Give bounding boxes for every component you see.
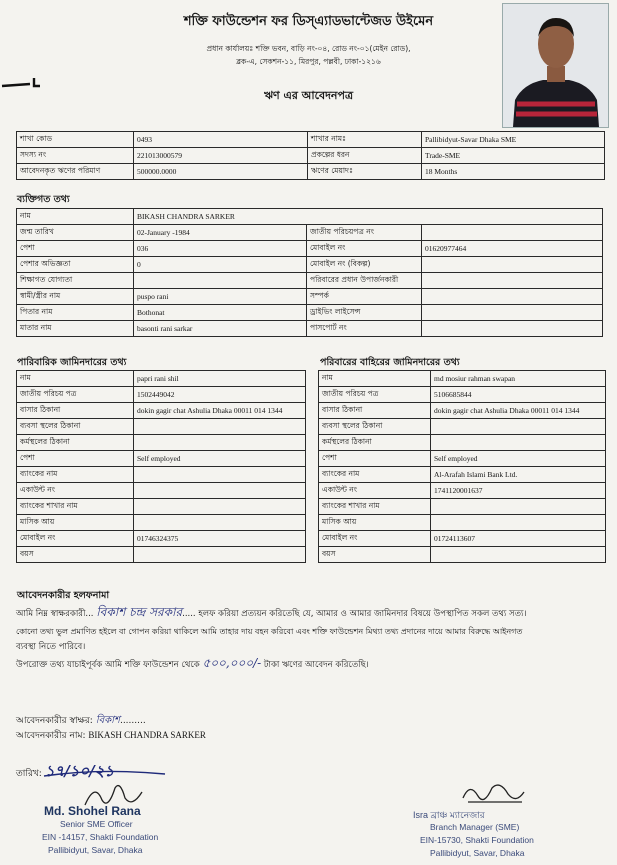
field-value: basonti rani sarkar xyxy=(134,321,307,337)
manager-branch: Pallibidyut, Savar, Dhaka xyxy=(430,848,525,858)
field-label: একাউন্ট নং xyxy=(17,483,134,499)
field-label: জন্ম তারিখ xyxy=(17,225,134,241)
field-value xyxy=(422,225,603,241)
org-name: শক্তি ফাউন্ডেশন ফর ডিস্‌এ্যাডভান্টেজড উইমেন xyxy=(183,14,434,29)
name-label: নাম xyxy=(17,209,134,225)
field-value: md mosiur rahman swapan xyxy=(431,371,606,387)
field-value: 221013000579 xyxy=(134,148,308,164)
field-label: সদস্য নং xyxy=(17,148,134,164)
field-label: পেশা xyxy=(17,451,134,467)
field-label: একাউন্ট নং xyxy=(319,483,431,499)
declaration-text: হলফ করিয়া প্রত্যয়ন করিতেছি যে, আমার ও আমার জামিনদার বিষয়ে উপস্থাপিত সকল তথ্য সত্য। xyxy=(198,609,527,619)
field-label: বয়স xyxy=(17,547,134,563)
outside-guarantor-heading: পরিবারের বাহিরের জামিনদারের তথ্য xyxy=(320,357,460,368)
applicant-name-row xyxy=(16,728,206,743)
field-value xyxy=(134,499,306,515)
table-row xyxy=(17,289,603,305)
field-value: 01620977464 xyxy=(422,241,603,257)
declaration-line-4 xyxy=(16,655,369,675)
applicant-signature-row: আবেদনকারীর স্বাক্ষর: বিকাশ......... xyxy=(16,715,146,726)
handwritten-name: বিকাশ চন্দ্র সরকার xyxy=(96,605,183,619)
field-value: 1502449042 xyxy=(134,387,306,403)
field-label: প্রকল্পের ধরন xyxy=(308,148,422,164)
family-guarantor-table xyxy=(16,370,306,563)
table-row xyxy=(319,531,606,547)
declaration-text: টাকা ঋণের আবেদন করিতেছি। xyxy=(263,660,369,670)
field-label: মোবাইল নং xyxy=(307,241,422,257)
field-value xyxy=(134,273,307,289)
table-row xyxy=(319,403,606,419)
declaration-line-3: ব্যবস্থা নিতে পারিবে। xyxy=(16,642,86,652)
field-value: Pallibidyut-Savar Dhaka SME xyxy=(422,132,605,148)
outside-guarantor-table xyxy=(318,370,606,563)
table-row xyxy=(17,419,306,435)
table-row xyxy=(17,403,306,419)
field-value xyxy=(134,547,306,563)
officer-name: Md. Shohel Rana xyxy=(44,804,141,818)
manager-stamp-top xyxy=(413,808,485,823)
field-label: মাসিক আয় xyxy=(17,515,134,531)
address-line-1: প্রধান কার্যালয়ঃ শক্তি ভবন, বাড়ি নং-০৪, রোড নং-০১(মেইন রোড), xyxy=(206,44,411,53)
field-label: মোবাইল নং xyxy=(17,531,134,547)
field-value xyxy=(431,435,606,451)
table-row xyxy=(17,547,306,563)
table-row xyxy=(17,467,306,483)
applicant-photo xyxy=(502,3,609,128)
table-row xyxy=(17,225,603,241)
handwritten-amount: ৫০০,০০০/- xyxy=(202,656,262,670)
declaration-line-2: কোনো তথ্য ভুল প্রমাণিত হইলে বা গোপন করিয়া থাকিলে আমি তাহার দায় বহন করিবো এবং শক্তি ফাউন্ডেশন মিথ্যা তথ্য প্রদানের দায়ে আমার বিরুদ্ধে আইনগত xyxy=(16,627,523,636)
family-guarantor-heading: পারিবারিক জামিনদারের তথ্য xyxy=(17,357,127,368)
field-label: শাখা কোড xyxy=(17,132,134,148)
personal-info-heading: ব্যক্তিগত তথ্য xyxy=(17,194,70,205)
field-value xyxy=(431,419,606,435)
table-row xyxy=(17,164,605,180)
table-row xyxy=(17,483,306,499)
address-line-2: ব্লক-এ, সেকশন-১১, মিরপুর, পল্লবী, ঢাকা-১২১৬ xyxy=(236,57,381,66)
table-row xyxy=(319,435,606,451)
field-value: 1741120001637 xyxy=(431,483,606,499)
manager-title-bn: ব্রাঞ্চ ম্যানেজার xyxy=(430,810,485,820)
field-label: মাসিক আয় xyxy=(319,515,431,531)
field-label: জাতীয় পরিচয়পত্র নং xyxy=(307,225,422,241)
field-value: 02-January -1984 xyxy=(134,225,307,241)
field-value xyxy=(134,483,306,499)
table-row xyxy=(319,451,606,467)
table-row xyxy=(17,451,306,467)
officer-ein: EIN -14157, Shakti Foundation xyxy=(42,832,159,842)
field-label: ড্রাইভিং লাইসেন্স xyxy=(307,305,422,321)
handwritten-signature: বিকাশ xyxy=(95,715,120,726)
table-row xyxy=(319,499,606,515)
field-label: আবেদনকৃত ঋণের পরিমাণ xyxy=(17,164,134,180)
field-label: স্বামী/স্ত্রীর নাম xyxy=(17,289,134,305)
field-value xyxy=(431,515,606,531)
applicant-name-value: BIKASH CHANDRA SARKER xyxy=(134,209,603,225)
declaration-text: উপরোক্ত তথ্য যাচাইপূর্বক আমি শক্তি ফাউন্ডেশন থেকে xyxy=(16,660,200,670)
table-row xyxy=(319,483,606,499)
signature-label: আবেদনকারীর স্বাক্ষর: xyxy=(16,716,93,726)
field-value xyxy=(134,435,306,451)
date-label: তারিখ: xyxy=(16,769,42,779)
field-value xyxy=(431,499,606,515)
table-row xyxy=(319,467,606,483)
field-value: 0493 xyxy=(134,132,308,148)
table-row xyxy=(17,371,306,387)
field-value: Trade-SME xyxy=(422,148,605,164)
field-label: পিতার নাম xyxy=(17,305,134,321)
field-label: নাম xyxy=(17,371,134,387)
field-value: Bothonat xyxy=(134,305,307,321)
field-value: 01724113607 xyxy=(431,531,606,547)
field-label: নাম xyxy=(319,371,431,387)
personal-info-table xyxy=(16,208,603,337)
field-label: মোবাইল নং xyxy=(319,531,431,547)
field-value: 5106685844 xyxy=(431,387,606,403)
field-value xyxy=(422,305,603,321)
field-label: বয়স xyxy=(319,547,431,563)
field-value xyxy=(422,257,603,273)
table-row xyxy=(17,515,306,531)
field-label: পেশা xyxy=(17,241,134,257)
table-row xyxy=(17,499,306,515)
table-row xyxy=(17,321,603,337)
field-value xyxy=(134,419,306,435)
field-label: শাখার নামঃ xyxy=(308,132,422,148)
field-label: ব্যাংকের শাখার নাম xyxy=(17,499,134,515)
field-label: পেশা xyxy=(319,451,431,467)
field-label: মোবাইল নং (বিকল্প) xyxy=(307,257,422,273)
declaration-text: আমি নিম্ন স্বাক্ষরকারী xyxy=(16,609,86,619)
officer-title: Senior SME Officer xyxy=(60,819,133,829)
field-value: puspo rani xyxy=(134,289,307,305)
declaration-heading: আবেদনকারীর হলফনামা xyxy=(17,590,110,601)
field-value: 500000.0000 xyxy=(134,164,308,180)
field-value xyxy=(431,547,606,563)
table-row xyxy=(17,531,306,547)
manager-title: Branch Manager (SME) xyxy=(430,822,520,832)
field-value: 0 xyxy=(134,257,307,273)
table-row xyxy=(17,435,306,451)
field-value xyxy=(134,467,306,483)
applicant-name-text: BIKASH CHANDRA SARKER xyxy=(88,730,206,740)
field-label: জাতীয় পরিচয় পত্র xyxy=(17,387,134,403)
field-value xyxy=(134,515,306,531)
field-value xyxy=(422,273,603,289)
field-label: ব্যবসা স্থলের ঠিকানা xyxy=(319,419,431,435)
table-row xyxy=(17,132,605,148)
table-row xyxy=(17,257,603,273)
field-value: 01746324375 xyxy=(134,531,306,547)
declaration-line-1: আমি নিম্ন স্বাক্ষরকারী... বিকাশ চন্দ্র সরকার..... হলফ করিয়া প্রত্যয়ন করিতেছি যে, আমার ও আমার জামিনদার বিষয়ে উপস্থাপিত সকল তথ্য সত্য। xyxy=(16,605,527,619)
field-label: কর্মস্থলের ঠিকানা xyxy=(17,435,134,451)
field-value xyxy=(422,289,603,305)
field-label: শিক্ষাগত যোগ্যতা xyxy=(17,273,134,289)
field-value: Self employed xyxy=(134,451,306,467)
field-value: 18 Months xyxy=(422,164,605,180)
field-value: dokin gagir chat Ashulia Dhaka 00011 014 1344 xyxy=(431,403,606,419)
manager-signature xyxy=(458,778,528,808)
table-row xyxy=(17,209,603,225)
table-row xyxy=(17,305,603,321)
officer-branch: Pallibidyut, Savar, Dhaka xyxy=(48,845,143,855)
table-row xyxy=(17,148,605,164)
field-label: ব্যাংকের শাখার নাম xyxy=(319,499,431,515)
field-value: 036 xyxy=(134,241,307,257)
field-label: পেশার অভিজ্ঞতা xyxy=(17,257,134,273)
form-title: ঋণ এর আবেদনপত্র xyxy=(263,89,354,102)
loan-info-table xyxy=(16,131,605,180)
field-label: কর্মস্থলের ঠিকানা xyxy=(319,435,431,451)
field-value: papri rani shil xyxy=(134,371,306,387)
table-row xyxy=(319,371,606,387)
table-row xyxy=(319,515,606,531)
field-label: বাসার ঠিকানা xyxy=(17,403,134,419)
field-value: Al-Arafah Islami Bank Ltd. xyxy=(431,467,606,483)
table-row xyxy=(17,387,306,403)
field-value: Self employed xyxy=(431,451,606,467)
table-row xyxy=(319,387,606,403)
table-row xyxy=(319,419,606,435)
field-label: সম্পর্ক xyxy=(307,289,422,305)
table-row xyxy=(319,547,606,563)
field-label: ব্যাংকের নাম xyxy=(319,467,431,483)
date-underline-scribble xyxy=(40,762,170,782)
manager-name: Isra xyxy=(413,810,429,820)
field-label: বাসার ঠিকানা xyxy=(319,403,431,419)
handwritten-date: ১৭/১০/২১ xyxy=(44,762,115,780)
field-value xyxy=(422,321,603,337)
field-label: ঋণের মেয়াদঃ xyxy=(308,164,422,180)
field-label: ব্যাংকের নাম xyxy=(17,467,134,483)
manager-ein: EIN-15730, Shakti Foundation xyxy=(420,835,534,845)
table-row xyxy=(17,241,603,257)
field-label: পরিবারের প্রধান উপার্জনকারী xyxy=(307,273,422,289)
table-row xyxy=(17,273,603,289)
field-label: মাতার নাম xyxy=(17,321,134,337)
field-label: ব্যবসা স্থলের ঠিকানা xyxy=(17,419,134,435)
field-label: পাসপোর্ট নং xyxy=(307,321,422,337)
field-value: dokin gagir chat Ashulia Dhaka 00011 014 1344 xyxy=(134,403,306,419)
field-label: জাতীয় পরিচয় পত্র xyxy=(319,387,431,403)
applicant-name-label: আবেদনকারীর নাম: xyxy=(16,731,86,741)
